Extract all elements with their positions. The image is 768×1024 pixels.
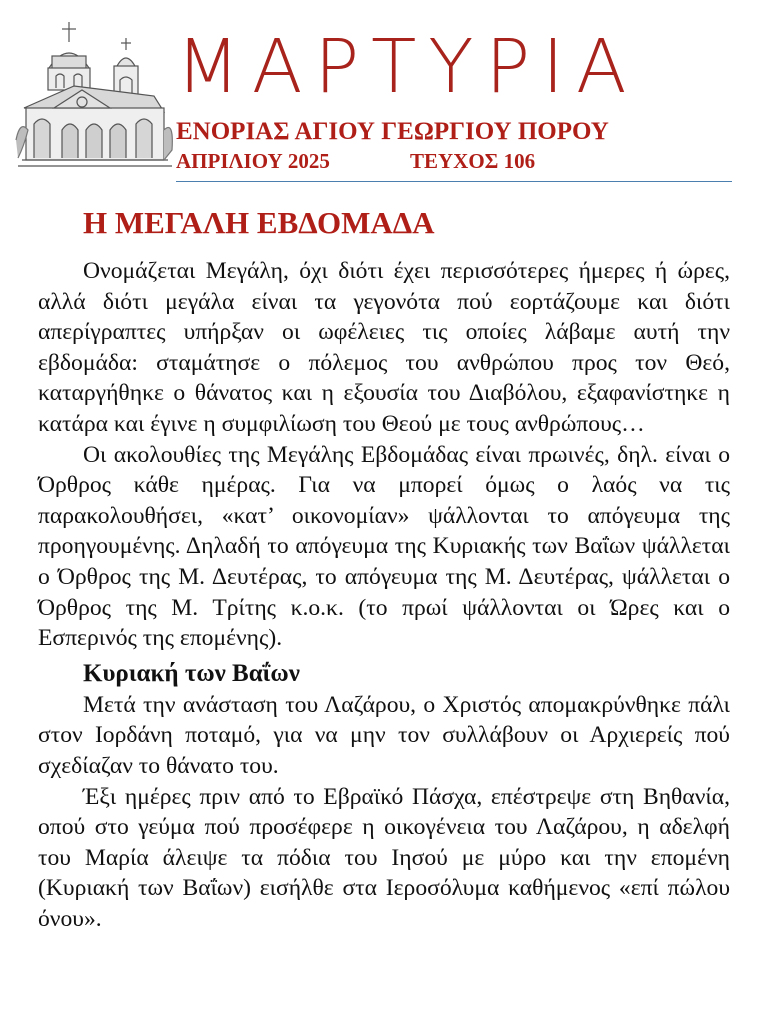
article-title: Η ΜΕΓΑΛΗ ΕΒΔΟΜΑΔΑ xyxy=(83,205,435,240)
newsletter-title: ΜΑΡΤΥΡΙΑ xyxy=(176,24,639,110)
masthead-divider xyxy=(176,181,732,182)
article xyxy=(38,204,730,934)
masthead xyxy=(0,0,768,190)
section-heading: Κυριακή των Βαΐων xyxy=(83,659,300,687)
church-illustration-icon xyxy=(14,20,174,170)
parish-name: ΕΝΟΡΙΑΣ ΑΓΙΟΥ ΓΕΩΡΓΙΟΥ ΠΟΡΟΥ xyxy=(176,118,609,145)
article-paragraph: Οι ακολουθίες της Μεγάλης Εβδομάδας είναι πρωινές, δηλ. είναι ο Όρθρος κάθε ημέρας. Για να μπορεί όμως ο λαός να τις παρακολουθήσει, «κατ’ οικονομίαν» ψάλλονται το απόγευμα της προηγουμένης. Δηλαδή το απόγευμα της Κυριακής των Βαΐων ψάλλεται ο Όρθρος της Μ. Δευτέρας, το απόγευμα της Μ. Δευτέρας, ψάλλεται ο Όρθρος της Μ. Τρίτης κ.ο.κ. (το πρωί ψάλλονται οι Ώρες και ο Εσπερινός της επομένης). xyxy=(38,441,730,652)
issue-date: ΑΠΡΙΛΙΟΥ 2025 xyxy=(176,149,330,173)
issue-line xyxy=(176,149,536,173)
article-paragraph: Έξι ημέρες πριν από το Εβραϊκό Πάσχα, επέστρεψε στη Βηθανία, οπού στο γεύμα πού προσέφερε η οικογένεια του Λαζάρου, η αδελφή του Μαρία άλειψε τα πόδια του Ιησού με μύρο και την επομένη (Κυριακή των Βαΐων) εισήλθε στα Ιεροσόλυμα καθήμενος «επί πώλου όνου». xyxy=(38,783,730,932)
article-paragraph: Ονομάζεται Μεγάλη, όχι διότι έχει περισσότερες ήμερες ή ώρες, αλλά διότι μεγάλα είναι τα γεγονότα πού εορτάζουμε και διότι απερίγραπτες υπήρξαν οι ωφέλειες τις οποίες λάβαμε αυτή την εβδομάδα: σταμάτησε ο πόλεμος του ανθρώπου προς τον Θεό, καταργήθηκε ο θάνατος και η εξουσία του Διαβόλου, εξαφανίστηκε η κατάρα και έγινε η συμφιλίωση του Θεού με τους ανθρώπους… xyxy=(38,258,730,437)
issue-number: ΤΕΥΧΟΣ 106 xyxy=(410,149,536,173)
article-paragraph: Μετά την ανάσταση του Λαζάρου, ο Χριστός απομακρύνθηκε πάλι στον Ιορδάνη ποταμό, για να μην τον συλλάβουν οι Αρχιερείς πού σχεδίαζαν το θάνατο του. xyxy=(38,691,730,779)
